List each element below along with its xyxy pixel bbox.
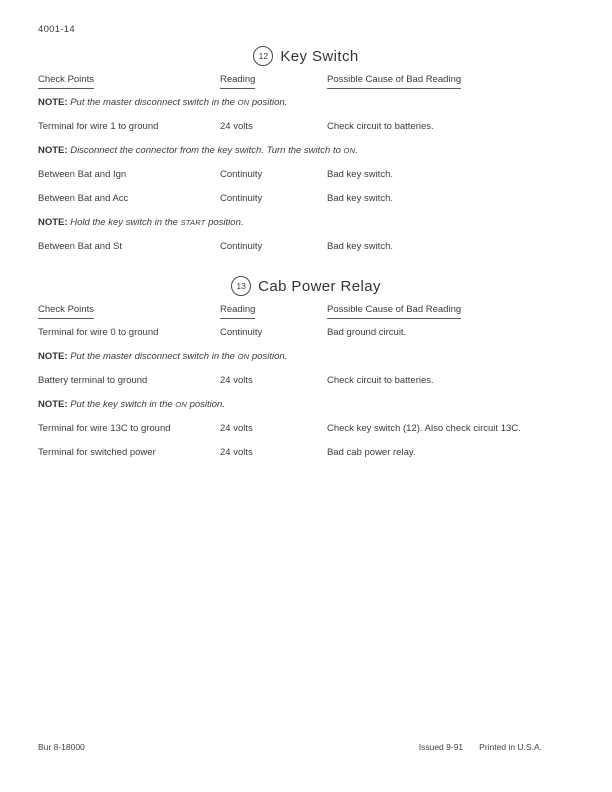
table-row [38,241,574,265]
note-row [38,145,574,169]
check-point-cell: Battery terminal to ground [38,375,148,386]
note-label: NOTE: [38,399,68,410]
table-row [38,447,574,471]
table-header-row [38,304,574,319]
reading-cell: Continuity [220,241,263,252]
note-text: Disconnect the connector from the key switch. Turn the switch to [67,145,344,156]
table-row [38,193,574,217]
cause-cell: Bad key switch. [327,241,393,252]
note-row [38,351,574,375]
footer-publication-number: Bur 8-18000 [38,742,85,752]
check-point-cell: Between Bat and Ign [38,169,127,180]
footer-right [419,742,542,752]
note-label: NOTE: [38,217,68,228]
page-footer [38,742,542,752]
note-smallcaps-word: ON [175,400,187,409]
note-text: Put the key switch in the [67,399,176,410]
table-row [38,169,574,193]
section-title-text: Key Switch [280,47,359,65]
note-text: Hold the key switch in the [67,217,181,228]
note-label: NOTE: [38,145,68,156]
section-title [38,46,574,66]
footer-printed-in: Printed in U.S.A. [479,742,542,752]
troubleshooting-section [38,276,574,471]
note-text-end: . [355,145,358,156]
table-row [38,327,574,351]
note-text-end: position. [249,97,288,108]
table-row [38,423,574,447]
section-number-circle [253,46,273,66]
section-number: 13 [236,281,246,291]
note-smallcaps-word: ON [343,146,356,155]
cause-cell: Bad key switch. [327,169,393,180]
column-header-reading: Reading [220,74,255,89]
section-title-text: Cab Power Relay [258,277,381,295]
reading-cell: 24 volts [220,423,253,434]
table-rows [38,97,574,265]
cause-cell: Bad cab power relay. [327,447,416,458]
check-point-cell: Terminal for wire 0 to ground [38,327,159,338]
note-label: NOTE: [38,351,68,362]
column-header-check-points: Check Points [38,304,94,319]
note-smallcaps-word: START [180,218,206,227]
note-text: Put the master disconnect switch in the [67,351,238,362]
reading-cell: 24 volts [220,447,253,458]
check-point-cell: Terminal for wire 13C to ground [38,423,171,434]
sections-container [38,46,574,471]
table-rows [38,327,574,471]
footer-issued-date: Issued 9-91 [418,742,464,752]
note-text-end: position. [186,399,225,410]
note-smallcaps-word: ON [237,352,250,361]
reading-cell: Continuity [220,327,263,338]
reading-cell: Continuity [220,169,263,180]
table-row [38,121,574,145]
note-label: NOTE: [38,97,68,108]
cause-cell: Check key switch (12). Also check circuit 13C. [327,423,521,434]
cause-cell: Bad ground circuit. [327,327,407,338]
section-number-circle [231,276,251,296]
column-header-possible-cause: Possible Cause of Bad Reading [327,304,461,319]
check-point-cell: Between Bat and Acc [38,193,129,204]
cause-cell: Check circuit to batteries. [327,121,434,132]
reading-cell: 24 volts [220,121,253,132]
page-number: 4001-14 [38,24,75,35]
note-text-end: position. [249,351,288,362]
reading-cell: 24 volts [220,375,253,386]
troubleshooting-section [38,46,574,265]
note-row [38,217,574,241]
section-title [38,276,574,296]
check-point-cell: Terminal for switched power [38,447,156,458]
check-point-cell: Between Bat and St [38,241,122,252]
table-header-row [38,74,574,89]
cause-cell: Bad key switch. [327,193,393,204]
table-row [38,375,574,399]
note-text-end: position. [205,217,244,228]
note-smallcaps-word: ON [237,98,250,107]
note-text: Put the master disconnect switch in the [67,97,238,108]
section-number: 12 [258,51,269,61]
note-row [38,97,574,121]
note-row [38,399,574,423]
column-header-reading: Reading [220,304,255,319]
reading-cell: Continuity [220,193,263,204]
cause-cell: Check circuit to batteries. [327,375,434,386]
column-header-check-points: Check Points [38,74,94,89]
check-point-cell: Terminal for wire 1 to ground [38,121,159,132]
column-header-possible-cause: Possible Cause of Bad Reading [327,74,461,89]
